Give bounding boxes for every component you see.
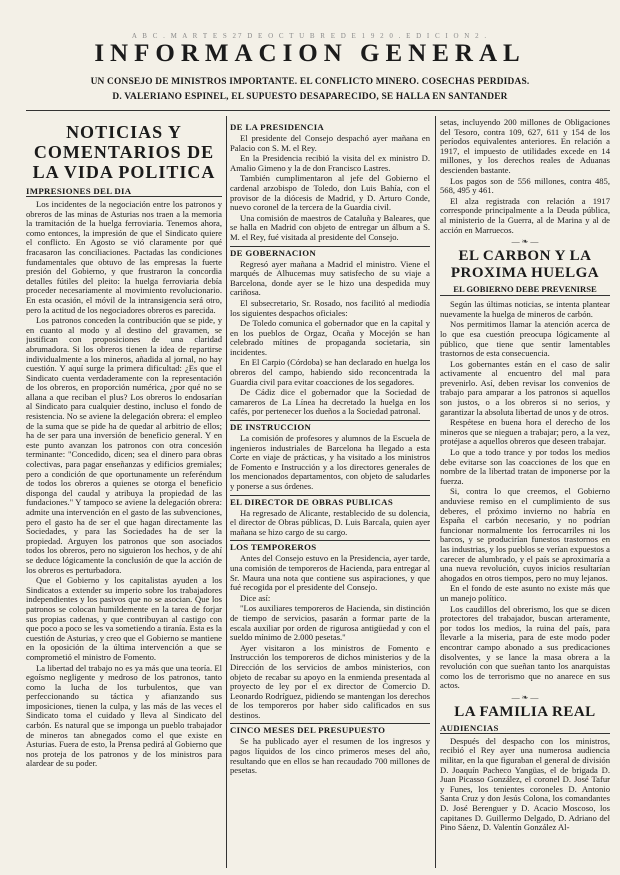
column-news: [230, 118, 430, 869]
section-title-temporeros: LOS TEMPOREROS: [230, 540, 430, 552]
news-paragraph: Ayer visitaron a los ministros de Fomento e Instrucción los temporeros de dichos ministerios y de la Dirección de los servicios de ambos ministerios, con objeto de recabar su apoyo en la enmienda presentada al proyecto de ley por el ex director de Comercio D. Leonardo Rodríguez, pidiendo se mantengan los derechos de los temporeros por haber sido calificados en sus destinos.: [230, 642, 430, 720]
coal-subheadline: EL GOBIERNO DEBE PREVENIRSE: [440, 284, 610, 296]
coal-paragraph: Nos permitimos llamar la atención acerca de lo que esa cuestión preocupa lógicamente al público, que tiene que sentir lamentables trastornos de esta consecuencia.: [440, 319, 610, 359]
coal-headline: EL CARBON Y LA PROXIMA HUELGA: [450, 248, 600, 282]
budget-continuation: setas, incluyendo 200 millones de Obligaciones del Tesoro, contra 109, 627, 611 y 154 de los períodos equivalentes anteriores. En relación a 1917, el impuesto de utilidades excede en 14 millones, y los derechos reales de Aduanas descienden bastante.: [440, 118, 610, 175]
politics-paragraph: Los patronos conceden la contribución que se pide, y en cuanto al modo y al destino del gravamen, se justifican con proposiciones de una claridad abrumadora. Si los obreros tienen la idea de repartirse individualmente a los mineros, añadida al jornal, no hay cuestión. Y aquí surge la primera dificultad: ¿Es que el Sindicato cuenta verdaderamente con la representación de los obreros, en proporción numérica, ¿por qué no se allana a que reciban el plus? Los obreros lo endosarían al Sindicato para cualquier destino, incluso el fondo de resistencia. No se aviene la delegación obrera: el empleo de la suma que se pide ha de quedar al arbitrio de ellos; ha de ser para una inversión de beneficio general. Y en este punto avanzan los patronos con otra concesión terminante: "Concedido, dicen; sea el dinero para obras colectivas, para pagar enseñanzas y edificios gremiales; pero a condición de que oportunamente un referéndum de todos los obreros a quienes se otorga el beneficio disponga del caudal y atribuya la propiedad de las fundaciones." Y tampoco se aviene la delegación obrera: admite una intervención en el gasto de las subvenciones, pero el gasto ha de ser el que hagan directamente las Sociedades, y para las Sociedades ha de ser la propiedad. Arguyen los patronos que son asociados todos los obreros, pero no siguieron los hechos, y de ahí se deduce lógicamente la conclusión de que la acción de los obreros es perturbadora.: [26, 315, 222, 575]
section-title-presidencia: DE LA PRESIDENCIA: [230, 122, 325, 132]
coal-paragraph: Según las últimas noticias, se intenta plantear nuevamente la huelga de mineros de carbón.: [440, 299, 610, 319]
news-paragraph: "Los auxiliares temporeros de Hacienda, sin distinción de tiempo de servicios, pasarán a formar parte de la escala auxiliar por orden de rigurosa antigüedad y con el sueldo mínimo de 2.000 pesetas.": [230, 603, 430, 643]
coal-paragraph: Los gobernantes están en el caso de salir activamente al encuentro del mal para prevenirlo. Así, deben revisar los convenios de trabajo para amparar a los patronos si aquellos son justos, o a los obreros si no serios, y garantizar la absoluta libertad de unos y de otros.: [440, 358, 610, 417]
politics-paragraph: La libertad del trabajo no es ya más que una teoría. El egoísmo negligente y medroso de los patronos, tanto como la lucha de los turbulentos, que van perfeccionando su táctica y afianzando sus imposiciones, tienen la culpa, y las más de las veces el Sindicato toma el cuidado y lleva al Sindicato del carbón. Es natural que se imponga un pueblo trabajador de mineros tan abnegados como el que existe en Asturias. Fuera de esto, la Prensa pedirá al Gobierno que nos proteja de los patronos y de los ministros para alardear de su poder.: [26, 662, 222, 769]
column-divider-1: [226, 116, 227, 868]
royal-paragraph: Después del despacho con los ministros, recibió el Rey ayer una numerosa audiencia militar, en la que figuraban el general de división D. Joaquín Pacheco Yangüas, el de brigada D. Juan Picasso González, el coronel D. José Tafur y Funes, los tenientes coroneles D. Antonio Santa Cruz y don Jesús Colona, los comandantes D. José Berenguer y D. Acacio Moscoso, los capitanes D. Guillermo Delgado, D. Adriano del Pino Sáenz, D. Valentín González Al-: [440, 735, 610, 833]
coal-paragraph: Lo que a todo trance y por todos los medios debe evitarse son las coacciones de los que en nombre de la libertad tratan de imponerse por la fuerza.: [440, 447, 610, 486]
politics-headline: NOTICIAS Y COMENTARIOS DE LA VIDA POLITICA: [32, 122, 216, 182]
ornament-divider-icon: — ❧ —: [511, 237, 539, 247]
column-politics: [26, 118, 222, 869]
column-divider-2: [435, 116, 436, 868]
royal-family-headline: LA FAMILIA REAL: [454, 703, 596, 720]
header-rule: [26, 110, 610, 111]
news-paragraph: Antes del Consejo estuvo en la Presidencia, ayer tarde, una comisión de temporeros de Hacienda, para entregar al Sr. Maura una nota que contiene sus aspiraciones, y que fué recogida por el presidente del Consejo.: [230, 553, 430, 593]
news-paragraph: También cumplimentaron al jefe del Gobierno el cardenal arzobispo de Toledo, don Luis Bahía, con el provisor de la diócesis de Madrid, y D. Arturo Conde, nuevo coronel de la tercera de la Guardia civil.: [230, 173, 430, 213]
news-paragraph: La comisión de profesores y alumnos de la Escuela de ingenieros industriales de Barcelona ha llegado a esta Corte en viaje de prácticas, y ha visitado a los ministros de Fomento e Instrucción y a los directores generales de los mencionados departamentos, con objeto de saludarles y ponerse a sus órdenes.: [230, 433, 430, 491]
politics-paragraph: Que el Gobierno y los capitalistas ayuden a los Sindicatos a extender su imperio sobre los trabajadores independientes y los pasivos que no se asocian. Que los patronos se colocan humildemente en la tarea de forjar sus propias cadenas, y que contribuyan al castigo con que poco a poco se les va sometiendo a tiranía. Esta es la cuestión de Asturias, y creo que el Gobierno se mantiene en la oposición de la última intervención a que se comprometió el ministro de Fomento.: [26, 575, 222, 662]
news-paragraph: Ha regresado de Alicante, restablecido de su dolencia, el director de Obras públicas, D. Luis Barcala, quien ayer mañana se hizo cargo de su cargo.: [230, 507, 430, 537]
page-title: INFORMACION GENERAL: [94, 40, 526, 67]
masthead-folio: A B C . M A R T E S 27 D E O C T U B R E D E 1 9 2 0 . E D I C I O N 2 .: [131, 32, 489, 40]
budget-paragraph: El alza registrada con relación a 1917 corresponde principalmente a la Deuda pública, al ministerio de la Guerra, al de Marina y al de acción en Marruecos.: [440, 195, 610, 235]
coal-paragraph: Respétese en buena hora el derecho de los mineros que se nieguen a trabajar; pero, a la vez, protéjase a aquellos obreros que deseen trabajar.: [440, 417, 610, 447]
ornament-divider-icon: — ❧ —: [511, 692, 539, 702]
news-paragraph: Regresó ayer mañana a Madrid el ministro. Viene el marqués de Alhucemas muy satisfecho de su viaje a Barcelona, donde ayer se le hizo una despedida muy cariñosa.: [230, 258, 430, 298]
page-subtitle: [20, 75, 600, 105]
subtitle-line-1: UN CONSEJO DE MINISTROS IMPORTANTE. EL CONFLICTO MINERO. COSECHAS PERDIDAS.: [90, 77, 530, 87]
news-paragraph: De Cádiz dice el gobernador que la Sociedad de camareros de La Línea ha decretado la huelga en los cafés, por pertenecer los dueños a la Sociedad patronal.: [230, 387, 430, 417]
coal-paragraph: En el fondo de este asunto no existe más que un manejo político.: [440, 583, 610, 603]
coal-paragraph: Si, contra lo que creemos, el Gobierno anduviese remiso en el cumplimiento de sus deberes, el próximo invierno no habría en España el carbón necesario, y no podrían funcionar normalmente los ferrocarriles ni los barcos, y se producirían funestos trastornos en las industrias, y los pueblos se verían expuestos a carecer de alumbrado, y el país se aproximaría a una nueva revolución, cuyos inicios resultarían ahogados en otros tiempos, pero no muy lejanos.: [440, 486, 610, 583]
royal-family-kicker: AUDIENCIAS: [440, 723, 610, 734]
politics-paragraph: Los incidentes de la negociación entre los patronos y obreros de las minas de Asturias nos traen a la memoria la tramitación de la huelga ferroviaria. Tenemos ahora, como entonces, la impresión de que el Sindicato quiere el conflicto. En Agosto se vió claramente por qué fracasaron las conciliaciones. Pactadas las condiciones fundamentales que obtuvo de las empresas la fuerte presión del Gobierno, y que frustraron la concordia detalles fútiles del pleito: la huelga ferroviaria debía proceder necesariamente al movimiento revolucionario. En esta ocasión, el móvil de la intransigencia será otro, pero la actitud de los negociadores obreros es parecida.: [26, 199, 222, 315]
section-title-presupuesto: CINCO MESES DEL PRESUPUESTO: [230, 723, 430, 735]
budget-paragraph: Los pagos son de 556 millones, contra 485, 568, 495 y 461.: [440, 175, 610, 196]
coal-paragraph: Los caudillos del obrerismo, los que se dicen protectores del trabajador, buscan arteramente, por todos los medios, la ruina del país, para llevarle a la miseria, para de este modo poder encontrar campo abonado a sus predicaciones disolventes, y se lance la masa obrera a la revolución con que sueñan tanto los anarquistas como los de terrorismo que no anarece en sus actos.: [440, 603, 610, 691]
news-paragraph: Dice así:: [240, 592, 271, 603]
news-paragraph: Se ha publicado ayer el resumen de los ingresos y pagos líquidos de los cinco primeros meses del año, resultando que en ellos se han recaudado 700 millones de pesetas.: [230, 736, 430, 776]
news-paragraph: Una comisión de maestros de Cataluña y Baleares, que se halla en Madrid con objeto de entregar un álbum a S. M. el Rey, fué visitada al presidente del Consejo.: [230, 212, 430, 242]
subtitle-line-2: D. VALERIANO ESPINEL, EL SUPUESTO DESAPARECIDO, SE HALLA EN SANTANDER: [112, 92, 508, 102]
politics-kicker: IMPRESIONES DEL DIA: [26, 186, 222, 197]
news-paragraph: En la Presidencia recibió la visita del ex ministro D. Amalio Gimeno y la de don Francisco Lastres.: [230, 153, 430, 173]
news-paragraph: De Toledo comunica el gobernador que en la capital y en los pueblos de Orgaz, Ocaña y Mocejón se han celebrado mítines de propaganda societaria, sin incidentes.: [230, 318, 430, 357]
news-paragraph: En El Carpio (Córdoba) se han declarado en huelga los obreros del campo, habiendo sido reconcentrada la Guardia civil para evitar coacciones de los segadores.: [230, 357, 430, 387]
news-paragraph: El subsecretario, Sr. Rosado, nos facilitó al mediodía los siguientes despachos oficiales:: [230, 297, 430, 318]
section-title-gobernacion: DE GOBERNACION: [230, 246, 430, 258]
column-right: [440, 118, 610, 869]
section-title-instruccion: DE INSTRUCCION: [230, 420, 430, 432]
news-paragraph: El presidente del Consejo despachó ayer mañana en Palacio con S. M. el Rey.: [230, 133, 430, 153]
section-title-obras-publicas: EL DIRECTOR DE OBRAS PUBLICAS: [230, 495, 430, 507]
